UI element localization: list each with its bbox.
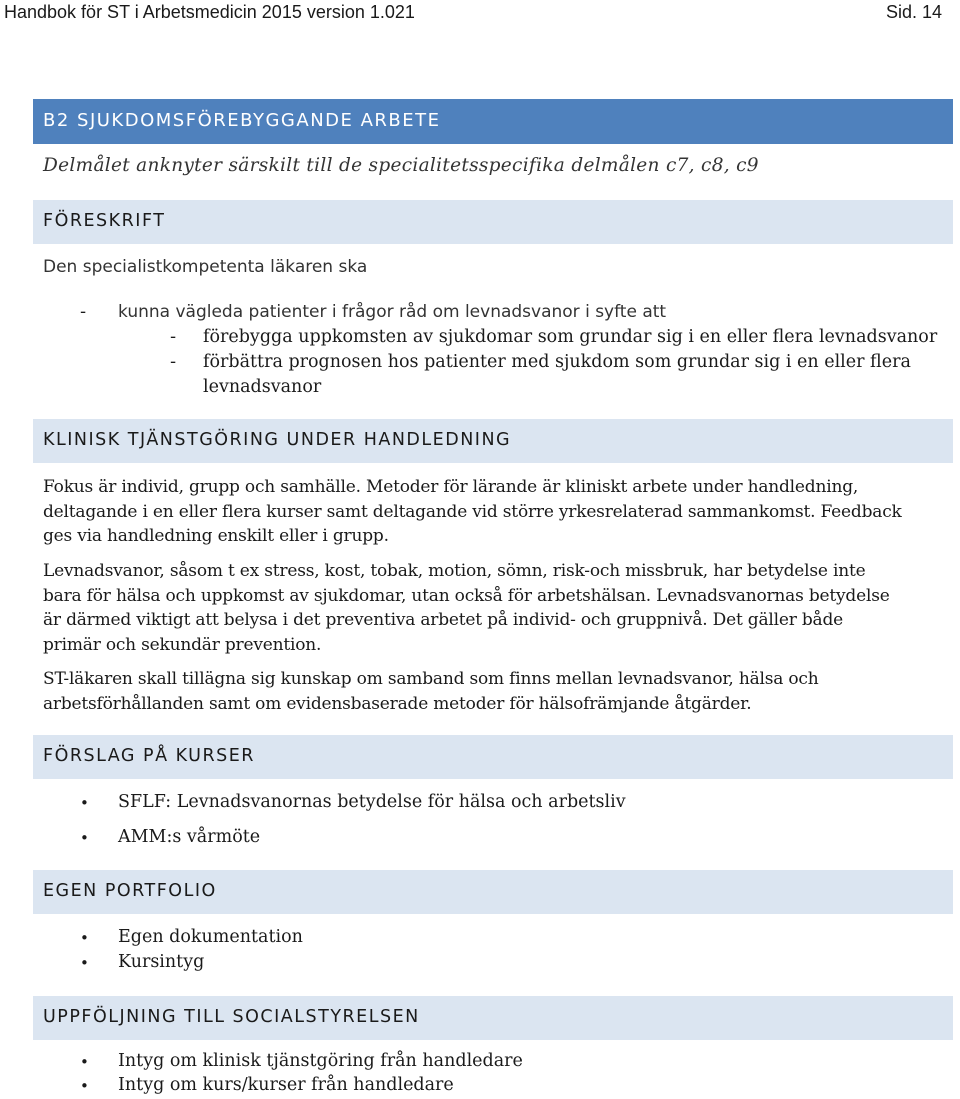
text-line: arbetsförhållanden samt om evidensbaserade metoder för hälsofrämjande åtgärder. <box>43 693 752 714</box>
foreskrift-heading: FÖRESKRIFT <box>43 211 166 231</box>
section-title-band <box>33 99 953 144</box>
foreskrift-intro: Den specialistkompetenta läkaren ska <box>43 257 368 277</box>
page-header <box>4 2 942 23</box>
dash-marker: - <box>170 327 177 347</box>
uppfoljning-band <box>33 996 953 1040</box>
text-line: ST-läkaren skall tillägna sig kunskap om samband som finns mellan levnadsvanor, hälsa och <box>43 669 819 689</box>
foreskrift-subitem-2-line2: levnadsvanor <box>203 377 322 397</box>
bullet-marker: • <box>80 794 89 812</box>
text-line: Levnadsvanor, såsom t ex stress, kost, tobak, motion, sömn, risk-och missbruk, har betydelse inte <box>43 561 866 581</box>
subtitle: Delmålet anknyter särskilt till de specialitetsspecifika delmålen c7, c8, c9 <box>43 155 759 176</box>
text-line: deltagande i en eller flera kurser samt deltagande vid större yrkesrelaterad sammankomst. Feedback <box>43 501 902 522</box>
bullet-marker: • <box>80 1077 89 1095</box>
klinisk-paragraph-3 <box>43 667 943 716</box>
text-line: Fokus är individ, grupp och samhälle. Metoder för lärande är kliniskt arbete under handledning, <box>43 477 859 497</box>
kurser-band <box>33 735 953 779</box>
bullet-marker: • <box>80 954 89 972</box>
kurser-heading: FÖRSLAG PÅ KURSER <box>43 746 255 766</box>
portfolio-item: Egen dokumentation <box>118 927 303 947</box>
dash-marker: - <box>170 352 177 372</box>
section-title: B2 SJUKDOMSFÖREBYGGANDE ARBETE <box>43 110 441 131</box>
klinisk-paragraph-1 <box>43 475 943 549</box>
klinisk-band <box>33 419 953 463</box>
text-line: bara för hälsa och uppkomst av sjukdomar, utan också för arbetshälsan. Levnadsvanornas betydelse <box>43 585 890 606</box>
foreskrift-item-1: kunna vägleda patienter i frågor råd om levnadsvanor i syfte att <box>118 302 667 322</box>
document-title: Handbok för ST i Arbetsmedicin 2015 version 1.021 <box>4 2 415 22</box>
uppfoljning-item: Intyg om kurs/kurser från handledare <box>118 1075 454 1095</box>
foreskrift-subitem-2-line1: förbättra prognosen hos patienter med sjukdom som grundar sig i en eller flera <box>203 352 911 372</box>
uppfoljning-item: Intyg om klinisk tjänstgöring från handledare <box>118 1051 523 1071</box>
text-line: är därmed viktigt att belysa i det preventiva arbetet på individ- och gruppnivå. Det gäller både <box>43 610 844 630</box>
dash-marker: - <box>80 302 87 322</box>
bullet-marker: • <box>80 829 89 847</box>
bullet-marker: • <box>80 1053 89 1071</box>
portfolio-heading: EGEN PORTFOLIO <box>43 881 217 901</box>
kurs-item: AMM:s vårmöte <box>118 827 261 847</box>
foreskrift-band <box>33 200 953 244</box>
uppfoljning-heading: UPPFÖLJNING TILL SOCIALSTYRELSEN <box>43 1007 420 1027</box>
page-number: Sid. 14 <box>885 2 942 22</box>
portfolio-band <box>33 870 953 914</box>
bullet-marker: • <box>80 929 89 947</box>
text-line: primär och sekundär prevention. <box>43 634 322 655</box>
text-line: ges via handledning enskilt eller i grupp. <box>43 526 389 546</box>
portfolio-item: Kursintyg <box>118 952 205 972</box>
kurs-item: SFLF: Levnadsvanornas betydelse för hälsa och arbetsliv <box>118 792 626 812</box>
klinisk-heading: KLINISK TJÄNSTGÖRING UNDER HANDLEDNING <box>43 430 512 450</box>
klinisk-paragraph-2 <box>43 559 943 657</box>
foreskrift-subitem-1: förebygga uppkomsten av sjukdomar som grundar sig i en eller flera levnadsvanor <box>203 327 938 347</box>
